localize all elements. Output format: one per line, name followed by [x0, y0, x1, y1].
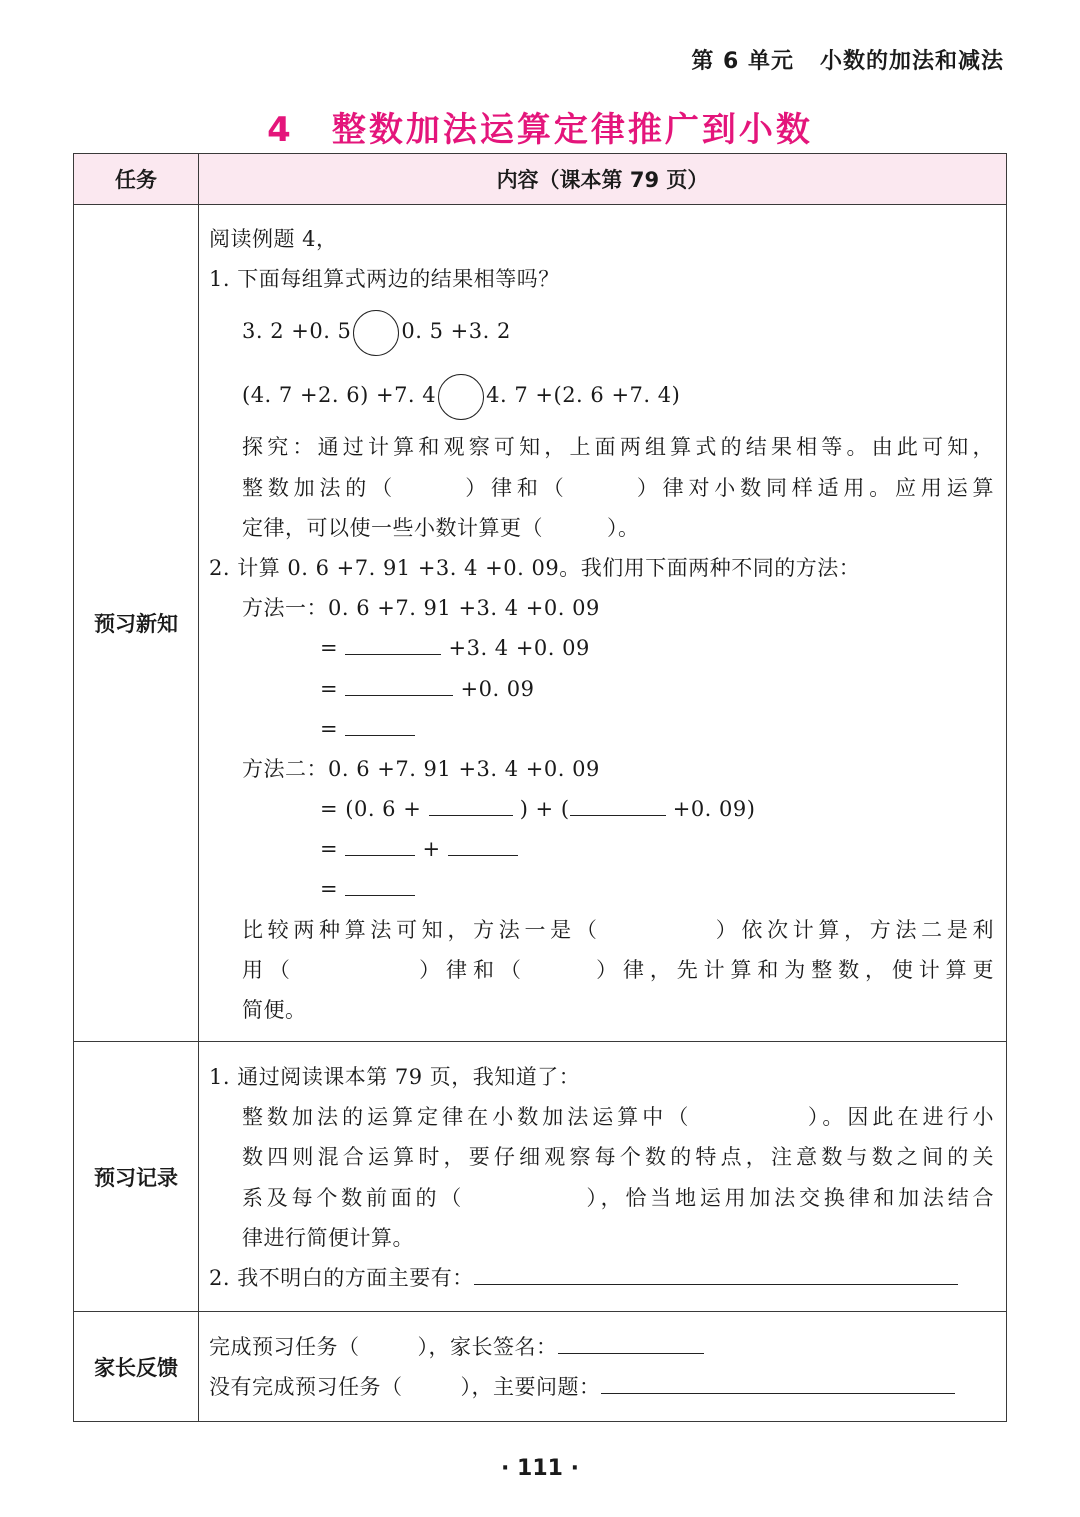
header-content: 内容（课本第 79 页） — [199, 154, 1007, 205]
record-text-a: 整数加法的运算定律在小数加法运算中（ — [242, 1105, 693, 1130]
record-line-2 — [199, 1097, 1006, 1137]
eq-sign: = — [320, 837, 339, 862]
row-preview-new-knowledge — [74, 205, 1007, 1042]
method1-step2 — [199, 669, 1006, 709]
eq-sign: = — [320, 636, 339, 661]
feedback-line-1 — [199, 1327, 1006, 1367]
row-parent-feedback — [74, 1312, 1007, 1422]
label-preview-new: 预习新知 — [74, 205, 199, 1042]
explore-text-b: ）律和（ — [460, 475, 569, 500]
answer-blank[interactable] — [345, 628, 441, 655]
feedback-text-d: ），主要问题： — [460, 1375, 601, 1400]
method2-step3 — [199, 869, 1006, 909]
answer-blank[interactable] — [570, 789, 666, 816]
parent-signature-blank[interactable] — [558, 1327, 704, 1354]
method2-step2 — [199, 829, 1006, 869]
explore-text-c: ）律对小数同样适用。应用运算 — [632, 475, 995, 500]
answer-blank[interactable] — [345, 869, 415, 896]
record-line-5: 律进行简便计算。 — [242, 1225, 414, 1250]
label-parent-feedback: 家长反馈 — [74, 1312, 199, 1422]
method2-head: 方法二：0. 6 +7. 91 +3. 4 +0. 09 — [242, 756, 600, 781]
unclear-points-blank[interactable] — [474, 1258, 958, 1285]
record-text-d: ），恰当地运用加法交换律和加法结合 — [583, 1185, 995, 1210]
compare-text-a: 比较两种算法可知，方法一是（ — [242, 917, 602, 942]
plus-sign: + — [422, 837, 441, 862]
method1-head: 方法一：0. 6 +7. 91 +3. 4 +0. 09 — [242, 596, 600, 621]
method2-step1 — [199, 789, 1006, 829]
eq-sign: = — [320, 716, 339, 741]
eq2-left: (4. 7 +2. 6) +7. 4 — [242, 383, 437, 408]
m2-step1-text-b: ) + ( — [519, 797, 570, 822]
label-preview-record: 预习记录 — [74, 1042, 199, 1312]
record-line-6 — [199, 1258, 1006, 1298]
compare-text-e: ）律，先计算和为整数，使计算更 — [590, 957, 995, 982]
compare-text-b: ）依次计算，方法二是利 — [711, 917, 995, 942]
explore-text-e: ）。 — [607, 515, 640, 540]
unit-number: 第 6 单元 — [691, 49, 794, 74]
content-preview-record — [199, 1042, 1007, 1312]
running-header — [691, 44, 1004, 75]
unit-title: 小数的加法和减法 — [819, 49, 1004, 74]
content-preview-new — [199, 205, 1007, 1042]
answer-blank[interactable] — [345, 709, 415, 736]
compare-text-c: 用（ — [242, 957, 296, 982]
feedback-text-a: 完成预习任务（ — [209, 1335, 360, 1359]
eq1-left: 3. 2 +0. 5 — [242, 319, 352, 344]
intro-text: 阅读例题 4， — [209, 227, 338, 251]
feedback-text-b: ），家长签名： — [417, 1335, 558, 1359]
table-header-row — [74, 154, 1007, 205]
record-line-1: 1. 通过阅读课本第 79 页，我知道了： — [209, 1065, 581, 1089]
eq2-right: 4. 7 +(2. 6 +7. 4) — [486, 383, 681, 408]
m2-step1-text-a: = (0. 6 + — [320, 797, 422, 822]
page-number: · 111 · — [501, 1456, 579, 1481]
m1-step1-text: +3. 4 +0. 09 — [448, 636, 590, 661]
compare-line-3: 简便。 — [242, 998, 307, 1022]
eq-sign: = — [320, 676, 339, 701]
record-line-3: 数四则混合运算时，要仔细观察每个数的特点，注意数与数之间的关 — [242, 1145, 994, 1170]
compare-line-2 — [199, 950, 1006, 990]
answer-blank[interactable] — [448, 829, 518, 856]
lesson-title-text: 整数加法运算定律推广到小数 — [331, 110, 813, 150]
method1-step1 — [199, 628, 1006, 668]
preview-table — [73, 153, 1007, 1422]
compare-line-1 — [199, 910, 1006, 950]
feedback-text-c: 没有完成预习任务（ — [209, 1375, 403, 1400]
explore-text-d: 定律，可以使一些小数计算更（ — [242, 515, 543, 540]
feedback-line-2 — [199, 1367, 1006, 1407]
answer-blank[interactable] — [345, 669, 453, 696]
explore-line-2 — [199, 468, 1006, 508]
header-task: 任务 — [74, 154, 199, 205]
eq1-right: 0. 5 +3. 2 — [401, 319, 511, 344]
row-preview-record — [74, 1042, 1007, 1312]
answer-blank[interactable] — [345, 829, 415, 856]
eq-sign: = — [320, 877, 339, 902]
compare-circle-2[interactable] — [438, 374, 484, 420]
content-parent-feedback — [199, 1312, 1007, 1422]
equation-2 — [199, 363, 1006, 427]
m1-step2-text: +0. 09 — [460, 676, 535, 701]
explore-line-1: 探究：通过计算和观察可知，上面两组算式的结果相等。由此可知， — [242, 435, 994, 460]
explore-line-3 — [199, 508, 1006, 548]
record-line-4 — [199, 1178, 1006, 1218]
record-text-b: ）。因此在进行小 — [804, 1105, 995, 1130]
record-text-c: 系及每个数前面的（ — [242, 1185, 466, 1210]
record-text-e: 2. 我不明白的方面主要有： — [209, 1265, 474, 1290]
lesson-title — [0, 102, 1080, 151]
lesson-number: 4 — [267, 110, 294, 150]
method1-step3 — [199, 709, 1006, 749]
answer-blank[interactable] — [429, 789, 513, 816]
question-2: 2. 计算 0. 6 +7. 91 +3. 4 +0. 09。我们用下面两种不同的方法： — [209, 555, 861, 580]
main-problem-blank[interactable] — [601, 1367, 955, 1394]
compare-circle-1[interactable] — [353, 310, 399, 356]
question-1: 1. 下面每组算式两边的结果相等吗？ — [209, 267, 560, 292]
explore-text-a: 整数加法的（ — [242, 475, 397, 500]
m2-step1-text-c: +0. 09) — [672, 797, 756, 822]
equation-1 — [199, 299, 1006, 363]
compare-text-d: ）律和（ — [413, 957, 527, 982]
